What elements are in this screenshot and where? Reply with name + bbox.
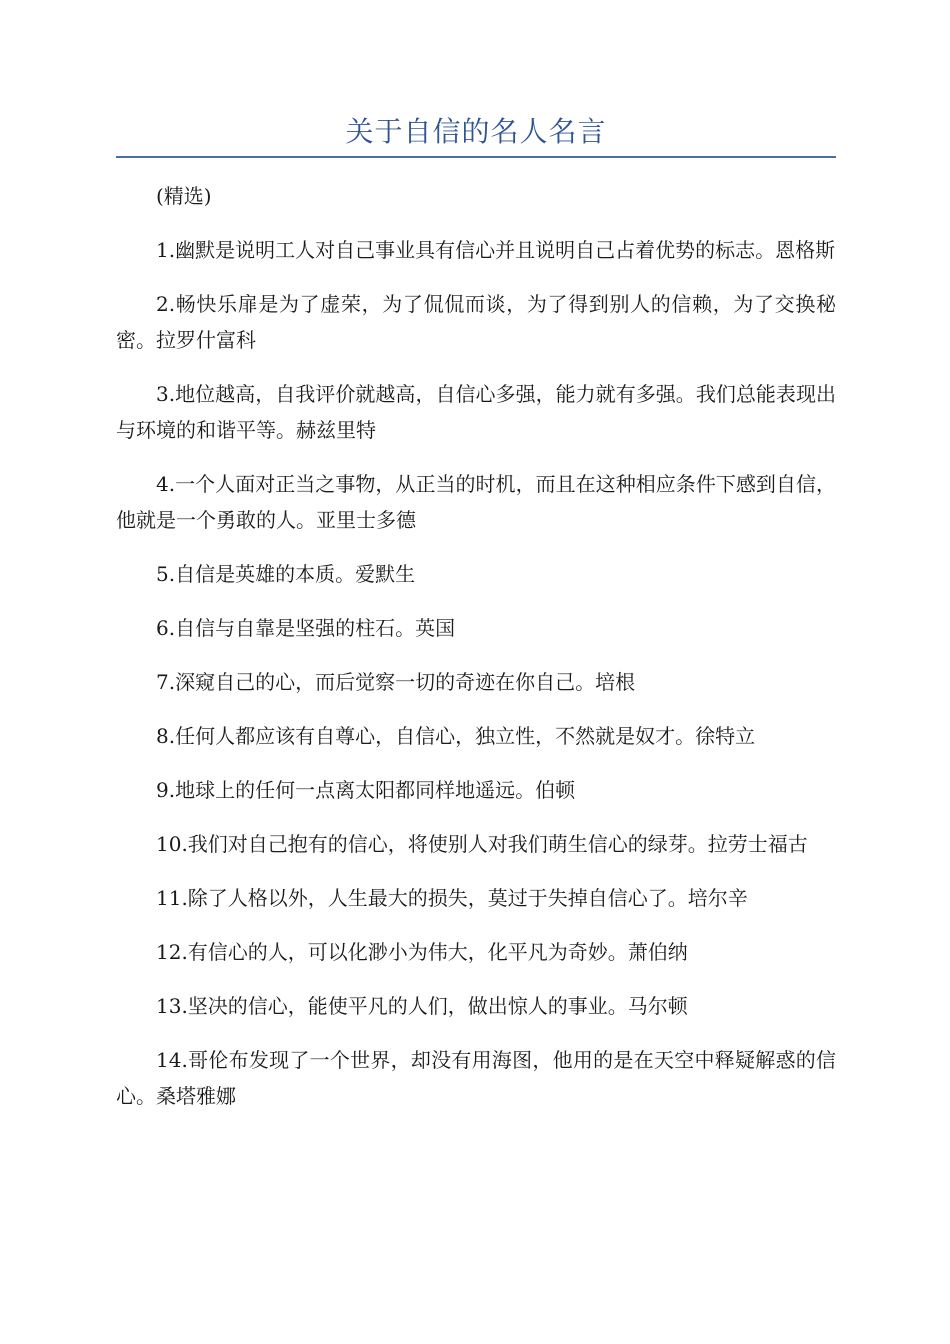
quote-paragraph: 14.哥伦布发现了一个世界，却没有用海图，他用的是在天空中释疑解惑的信心。桑塔雅娜 <box>116 1048 836 1108</box>
quote-paragraph: 4.一个人面对正当之事物，从正当的时机，而且在这种相应条件下感到自信，他就是一个勇敢的人。亚里士多德 <box>116 472 836 532</box>
quote-paragraph: 8.任何人都应该有自尊心，自信心，独立性，不然就是奴才。徐特立 <box>156 724 756 748</box>
title-block <box>116 112 836 158</box>
document-body <box>116 178 836 1132</box>
quote-paragraph: 9.地球上的任何一点离太阳都同样地遥远。伯顿 <box>156 778 576 802</box>
quote-paragraph: 11.除了人格以外，人生最大的损失，莫过于失掉自信心了。培尔辛 <box>156 886 748 910</box>
subtitle: (精选) <box>156 184 212 208</box>
quote-paragraph: 2.畅快乐扉是为了虚荣，为了侃侃而谈，为了得到别人的信赖，为了交换秘密。拉罗什富科 <box>116 292 836 352</box>
quote-paragraph: 13.坚决的信心，能使平凡的人们，做出惊人的事业。马尔顿 <box>156 994 688 1018</box>
quote-paragraph: 6.自信与自靠是坚强的柱石。英国 <box>156 616 456 640</box>
quote-paragraph: 10.我们对自己抱有的信心，将使别人对我们萌生信心的绿芽。拉劳士福古 <box>156 832 808 856</box>
quote-paragraph: 1.幽默是说明工人对自己事业具有信心并且说明自己占着优势的标志。恩格斯 <box>156 238 836 262</box>
quote-paragraph: 3.地位越高，自我评价就越高，自信心多强，能力就有多强。我们总能表现出与环境的和谐平等。赫兹里特 <box>116 382 836 442</box>
document-title: 关于自信的名人名言 <box>345 115 607 148</box>
quote-paragraph: 5.自信是英雄的本质。爱默生 <box>156 562 416 586</box>
quote-paragraph: 12.有信心的人，可以化渺小为伟大，化平凡为奇妙。萧伯纳 <box>156 940 688 964</box>
quote-paragraph: 7.深窥自己的心，而后觉察一切的奇迹在你自己。培根 <box>156 670 636 694</box>
